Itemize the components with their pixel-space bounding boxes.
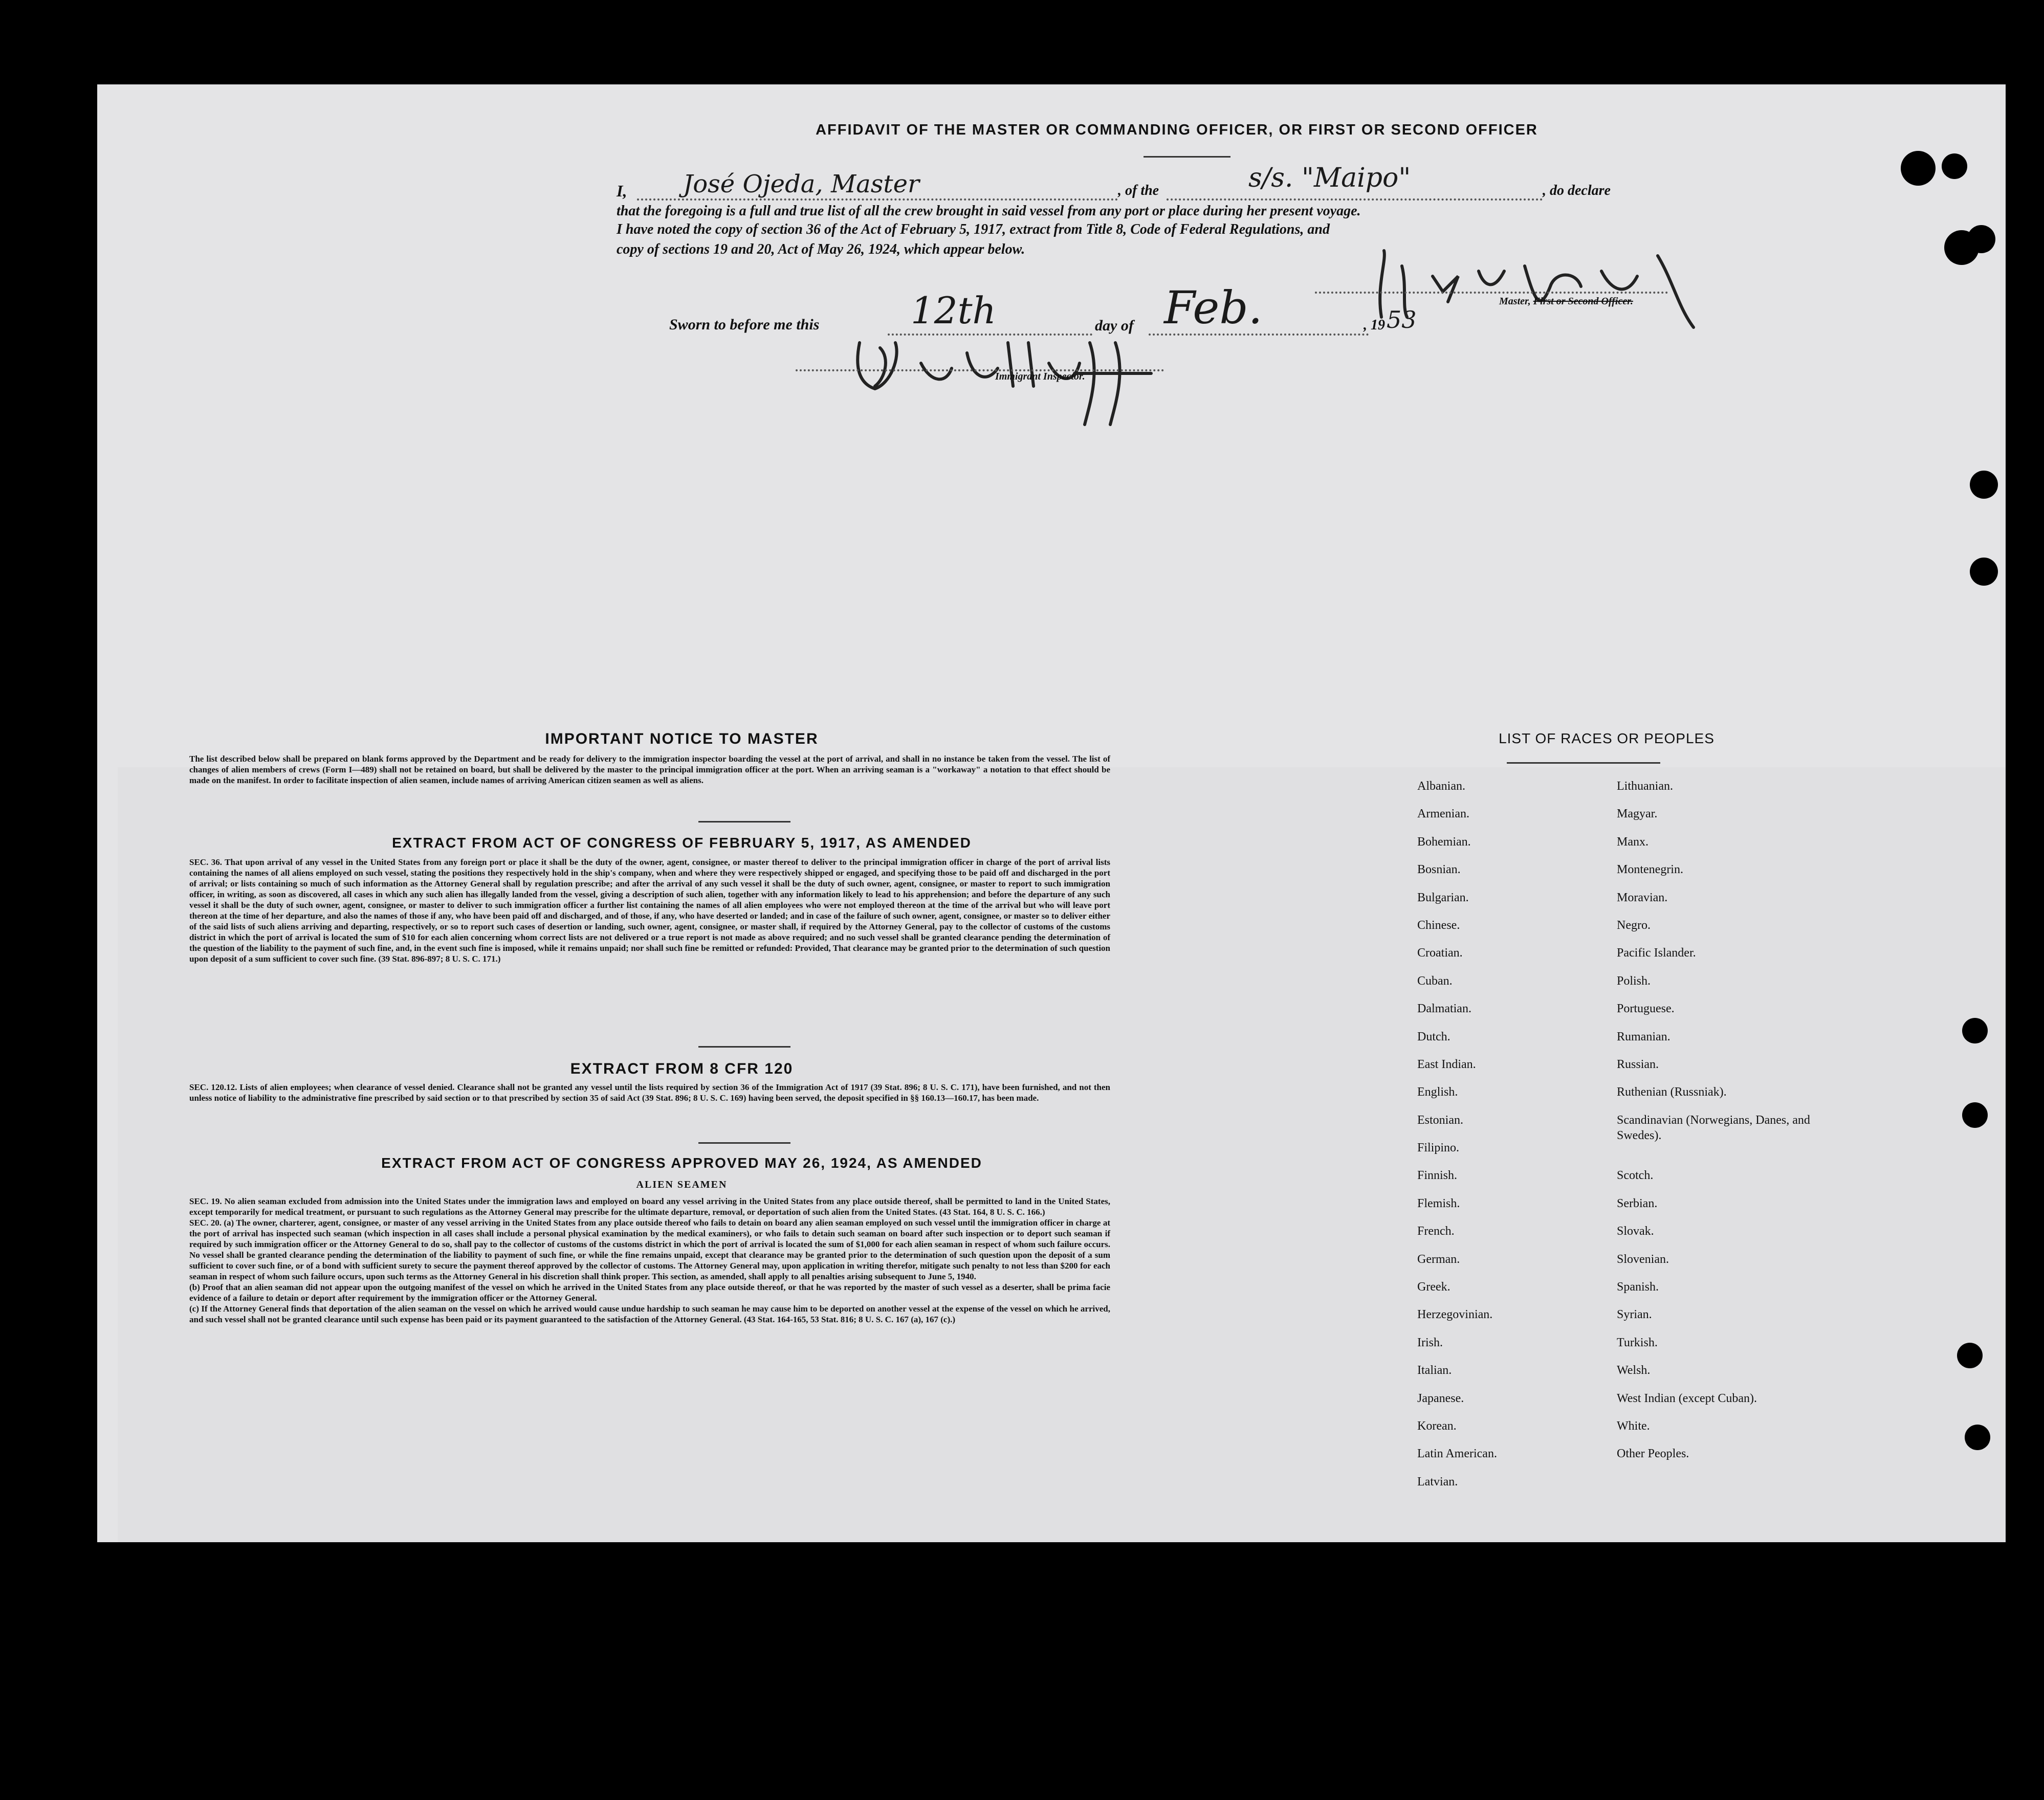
extract-1924-sec20a: SEC. 20. (a) The owner, charterer, agent, consignee, or master of any vessel arriving in the United States from any place outside thereof who fails to detain on board any alien seaman employed on such vessel until the immigration officer in charge at the port of arrival has inspected such seaman (which inspection in all cases shall include a personal physical examination by the medical examiners), or who fails to detain such seaman on board after such inspection or to deport such seaman if required by such immigration officer or the Attorney General to do so, shall pay to the collector of customs of the customs district in which the port of arrival is located the sum of $1,000 for each alien seaman in respect of whom such failure occurs. No vessel shall be granted clearance pending the determination of the liability to payment of such fine, or while the fine remains unpaid, except that clearance may be granted prior to the determination of such question upon the deposit of a sum sufficient to cover such fine, or of a bond with sufficient surety to secure the payment thereof approved by the collector of customs. The Attorney General may, upon application in writing therefor, mitigate such penalty to not less than $200 for each seaman in respect of whom such failure occurs, upon such terms as the Attorney General in his discretion shall think proper. This section, as amended, shall apply to all penalties arising subsequent to June 5, 1940. <box>189 1218 1110 1281</box>
i-label: I, <box>617 182 627 200</box>
extract-1917-rule <box>698 1046 790 1048</box>
race-item: Croatian. <box>1417 946 1463 960</box>
extract-1924-sec20b: (b) Proof that an alien seaman did not appear upon the outgoing manifest of the vessel on which he arrived in the United States from any place outside thereof, or that he was reported by the master of such vessel as a deserter, shall be prima facie evidence of a failure to detain or deport after requirement by the immigration officer or the Attorney General. <box>189 1282 1110 1303</box>
race-item: Scandinavian (Norwegians, Danes, and Swedes). <box>1617 1113 1810 1142</box>
race-item: Herzegovinian. <box>1417 1308 1493 1322</box>
punch-hole <box>1965 1425 1990 1450</box>
race-item: Bulgarian. <box>1417 891 1469 904</box>
vessel-name: s/s. "Maipo" <box>1248 163 1411 193</box>
extract-1917-body: SEC. 36. That upon arrival of any vessel in the United States from any foreign port or place it shall be the duty of the owner, agent, consignee, or master thereof to deliver to the principal immigration officer in charge of the port of arrival lists containing the names of all aliens employed on such vessel, stating the positions they respectively hold in the ship's company, when and where they were respectively shipped or engaged, and specifying those to be paid off and discharged in the port of arrival; or lists containing so much of such information as the Attorney General shall by regulation prescribe; and after the arrival of any such vessel it shall be the duty of such owner, agent, consignee, or master to report to such immigration officer, in writing, as soon as discovered, all cases in which any such alien has illegally landed from the vessel, giving a description of such alien, together with any information likely to lead to his apprehension; and before the departure of any such vessel it shall be the duty of such owner, agent, consignee, or master to deliver to such immigration officer a further list containing the names of all alien employees who were not employed thereon at the time of the arrival but who will leave port thereon at the time of her departure, and also the names of those if any, who have been paid off and discharged, and of those, if any, who have deserted or landed; and in case of the failure of such owner, agent, consignee, or master so to deliver either of the said lists of such aliens arriving and departing, respectively, or so to report such cases of desertion or landing, such owner, agent, consignee, or master shall, if required by the Attorney General, pay to the collector of customs of the customs district in which the port of arrival is located the sum of $10 for each alien concerning whom correct lists are not delivered or a true report is not made as above required; and no such vessel shall be granted clearance pending the determination of the question of the liability to the payment of such fine, and, in the event such fine is imposed, while it remains unpaid; nor shall such fine be remitted or refunded: Provided, That clearance may be granted prior to the determination of such question upon deposit of a sum sufficient to cover such fine. (39 Stat. 896-897; 8 U. S. C. 171.) <box>189 857 1110 964</box>
day-of-label: day of <box>1095 317 1134 334</box>
race-item: Greek. <box>1417 1280 1450 1294</box>
affidavit-title: AFFIDAVIT OF THE MASTER OR COMMANDING OFFICER, OR FIRST OR SECOND OFFICER <box>816 122 1538 138</box>
race-item: Irish. <box>1417 1336 1443 1349</box>
notice-rule <box>698 821 790 823</box>
race-item: German. <box>1417 1252 1460 1266</box>
race-item: Polish. <box>1617 974 1651 988</box>
race-item: Other Peoples. <box>1617 1447 1689 1461</box>
race-item: Welsh. <box>1617 1364 1651 1377</box>
race-item: Japanese. <box>1417 1391 1464 1405</box>
race-item: Cuban. <box>1417 974 1453 988</box>
race-item: Turkish. <box>1617 1336 1658 1349</box>
races-column-1 <box>1417 779 1497 1502</box>
year-prefix: , 19 <box>1364 317 1385 333</box>
race-item: Bosnian. <box>1417 863 1461 877</box>
master-caption-struck: First or Second Officer. <box>1533 296 1633 307</box>
race-item: Finnish. <box>1417 1169 1458 1183</box>
punch-hole <box>1901 151 1936 186</box>
punch-hole <box>1970 471 1998 499</box>
races-column-2 <box>1617 779 1832 1474</box>
master-signature <box>1371 240 1709 332</box>
master-caption <box>1499 296 1633 307</box>
sworn-label: Sworn to before me this <box>669 316 820 333</box>
punch-hole <box>1942 153 1967 179</box>
race-item: Slovenian. <box>1617 1252 1669 1266</box>
declarant-dotted-line <box>637 198 1118 201</box>
punch-hole <box>1957 1343 1983 1368</box>
race-item: White. <box>1617 1419 1650 1433</box>
race-item: Estonian. <box>1417 1113 1463 1127</box>
extract-1924-sec20c: (c) If the Attorney General finds that deportation of the alien seaman on the vessel on which he arrived would cause undue hardship to such seaman he may cause him to be deported on another vessel at the expense of the vessel on which he arrived, and such vessel shall not be granted clearance until such expense has been paid or its payment guaranteed to the satisfaction of the Attorney General. (43 Stat. 164-165, 53 Stat. 816; 8 U. S. C. 167 (a), 167 (c).) <box>189 1304 1110 1324</box>
race-item: Russian. <box>1617 1057 1659 1071</box>
do-declare-label: , do declare <box>1543 183 1611 198</box>
race-item: Lithuanian. <box>1617 780 1673 793</box>
race-item: Albanian. <box>1417 780 1465 793</box>
races-title: LIST OF RACES OR PEOPLES <box>1499 730 1715 746</box>
race-item: Montenegrin. <box>1617 863 1683 877</box>
punch-hole <box>1962 1102 1988 1128</box>
extract-1924-subtitle: ALIEN SEAMEN <box>636 1179 728 1190</box>
race-item: Scotch. <box>1617 1169 1654 1183</box>
race-item: Latin American. <box>1417 1447 1497 1461</box>
inspector-caption: Immigrant Inspector. <box>995 371 1085 382</box>
race-item: Syrian. <box>1617 1308 1652 1322</box>
vessel-dotted-line <box>1167 198 1543 201</box>
race-item: Armenian. <box>1417 807 1469 821</box>
month-dotted-line <box>1149 334 1369 336</box>
race-item: Slovak. <box>1617 1225 1654 1238</box>
punch-hole <box>1970 558 1998 586</box>
declaration-line-4: copy of sections 19 and 20, Act of May 26, 1924, which appear below. <box>617 241 1025 257</box>
extract-8cfr-body: SEC. 120.12. Lists of alien employees; when clearance of vessel denied. Clearance shall not be granted any vessel until the lists required by section 36 of the Immigration Act of 1917 (39 Stat. 896; 8 U. S. C. 171), have been furnished, and not then unless notice of liability to the administrative fine prescribed by said section or to that prescribed by section 35 of said Act (39 Stat. 896; 8 U. S. C. 169) having been served, the deposit specified in §§ 160.13—160.17, has been made. <box>189 1082 1110 1103</box>
race-item: Flemish. <box>1417 1196 1460 1210</box>
extract-1924-body <box>189 1196 1110 1325</box>
races-rule <box>1507 762 1660 764</box>
sworn-month: Feb. <box>1164 281 1263 334</box>
race-item: Moravian. <box>1617 891 1668 904</box>
extract-1924-title: EXTRACT FROM ACT OF CONGRESS APPROVED MAY 26, 1924, AS AMENDED <box>381 1155 982 1171</box>
race-item: Magyar. <box>1617 807 1658 821</box>
race-item: Dutch. <box>1417 1030 1450 1043</box>
race-item: East Indian. <box>1417 1057 1476 1071</box>
race-item: Bohemian. <box>1417 835 1471 849</box>
sworn-day: 12th <box>911 289 996 332</box>
race-item: Korean. <box>1417 1419 1457 1433</box>
race-item: West Indian (except Cuban). <box>1617 1391 1757 1405</box>
extract-1924-sec19: SEC. 19. No alien seaman excluded from admission into the United States under the immigration laws and employed on board any vessel arriving in the United States from any place outside thereof, shall be permitted to land in the United States, except temporarily for medical treatment, or pursuant to such regulations as the Attorney General may prescribe for the ultimate departure, removal, or deportation of such alien from the United States. (43 Stat. 164, 8 U. S. C. 166.) <box>189 1196 1110 1217</box>
punch-hole <box>1962 1018 1988 1043</box>
race-item: Serbian. <box>1617 1196 1658 1210</box>
notice-title: IMPORTANT NOTICE TO MASTER <box>545 730 819 747</box>
declarant-name: José Ojeda, Master <box>683 170 919 198</box>
title-rule <box>1144 156 1230 158</box>
race-item: Chinese. <box>1417 918 1460 932</box>
race-item: Spanish. <box>1617 1280 1659 1294</box>
race-item: Ruthenian (Russniak). <box>1617 1085 1727 1099</box>
race-item: Manx. <box>1617 835 1649 849</box>
extract-1917-title: EXTRACT FROM ACT OF CONGRESS OF FEBRUARY 5, 1917, AS AMENDED <box>392 835 972 851</box>
declaration-line-2: that the foregoing is a full and true list of all the crew brought in said vessel from any port or place during her present voyage. <box>617 203 1361 219</box>
race-item: Portuguese. <box>1617 1002 1675 1016</box>
race-item: Negro. <box>1617 918 1651 932</box>
inspector-signature-line <box>796 369 1164 371</box>
declaration-line-3: I have noted the copy of section 36 of the Act of February 5, 1917, extract from Title 8, Code of Federal Regulations, and <box>617 221 1330 237</box>
race-item: Filipino. <box>1417 1141 1460 1155</box>
race-item: Latvian. <box>1417 1475 1458 1488</box>
race-item: Dalmatian. <box>1417 1002 1471 1016</box>
race-item: French. <box>1417 1225 1455 1238</box>
of-the-label: , of the <box>1118 183 1159 198</box>
extract-8cfr-title: EXTRACT FROM 8 CFR 120 <box>570 1060 794 1077</box>
extract-8cfr-rule <box>698 1142 790 1144</box>
master-signature-line <box>1315 292 1668 294</box>
master-caption-label: Master, <box>1499 296 1531 307</box>
race-item: Pacific Islander. <box>1617 946 1696 960</box>
sworn-year: 53 <box>1387 306 1417 334</box>
notice-body: The list described below shall be prepared on blank forms approved by the Department and be ready for delivery to the immigration inspector boarding the vessel at the port of arrival, and shall in no instance be taken from the vessel. The list of changes of alien members of crews (Form I—489) shall not be retained on board, but shall be delivered by the master to the principal immigration officer at the port. When an arriving seaman is a "workaway" a notation to that effect should be made on the manifest. In order to facilitate inspection of alien seamen, include names of arriving American citizen seamen as well as aliens. <box>189 754 1110 785</box>
race-item: English. <box>1417 1085 1458 1099</box>
race-item: Rumanian. <box>1617 1030 1671 1043</box>
punch-hole <box>1967 225 1995 253</box>
race-item: Italian. <box>1417 1364 1452 1377</box>
